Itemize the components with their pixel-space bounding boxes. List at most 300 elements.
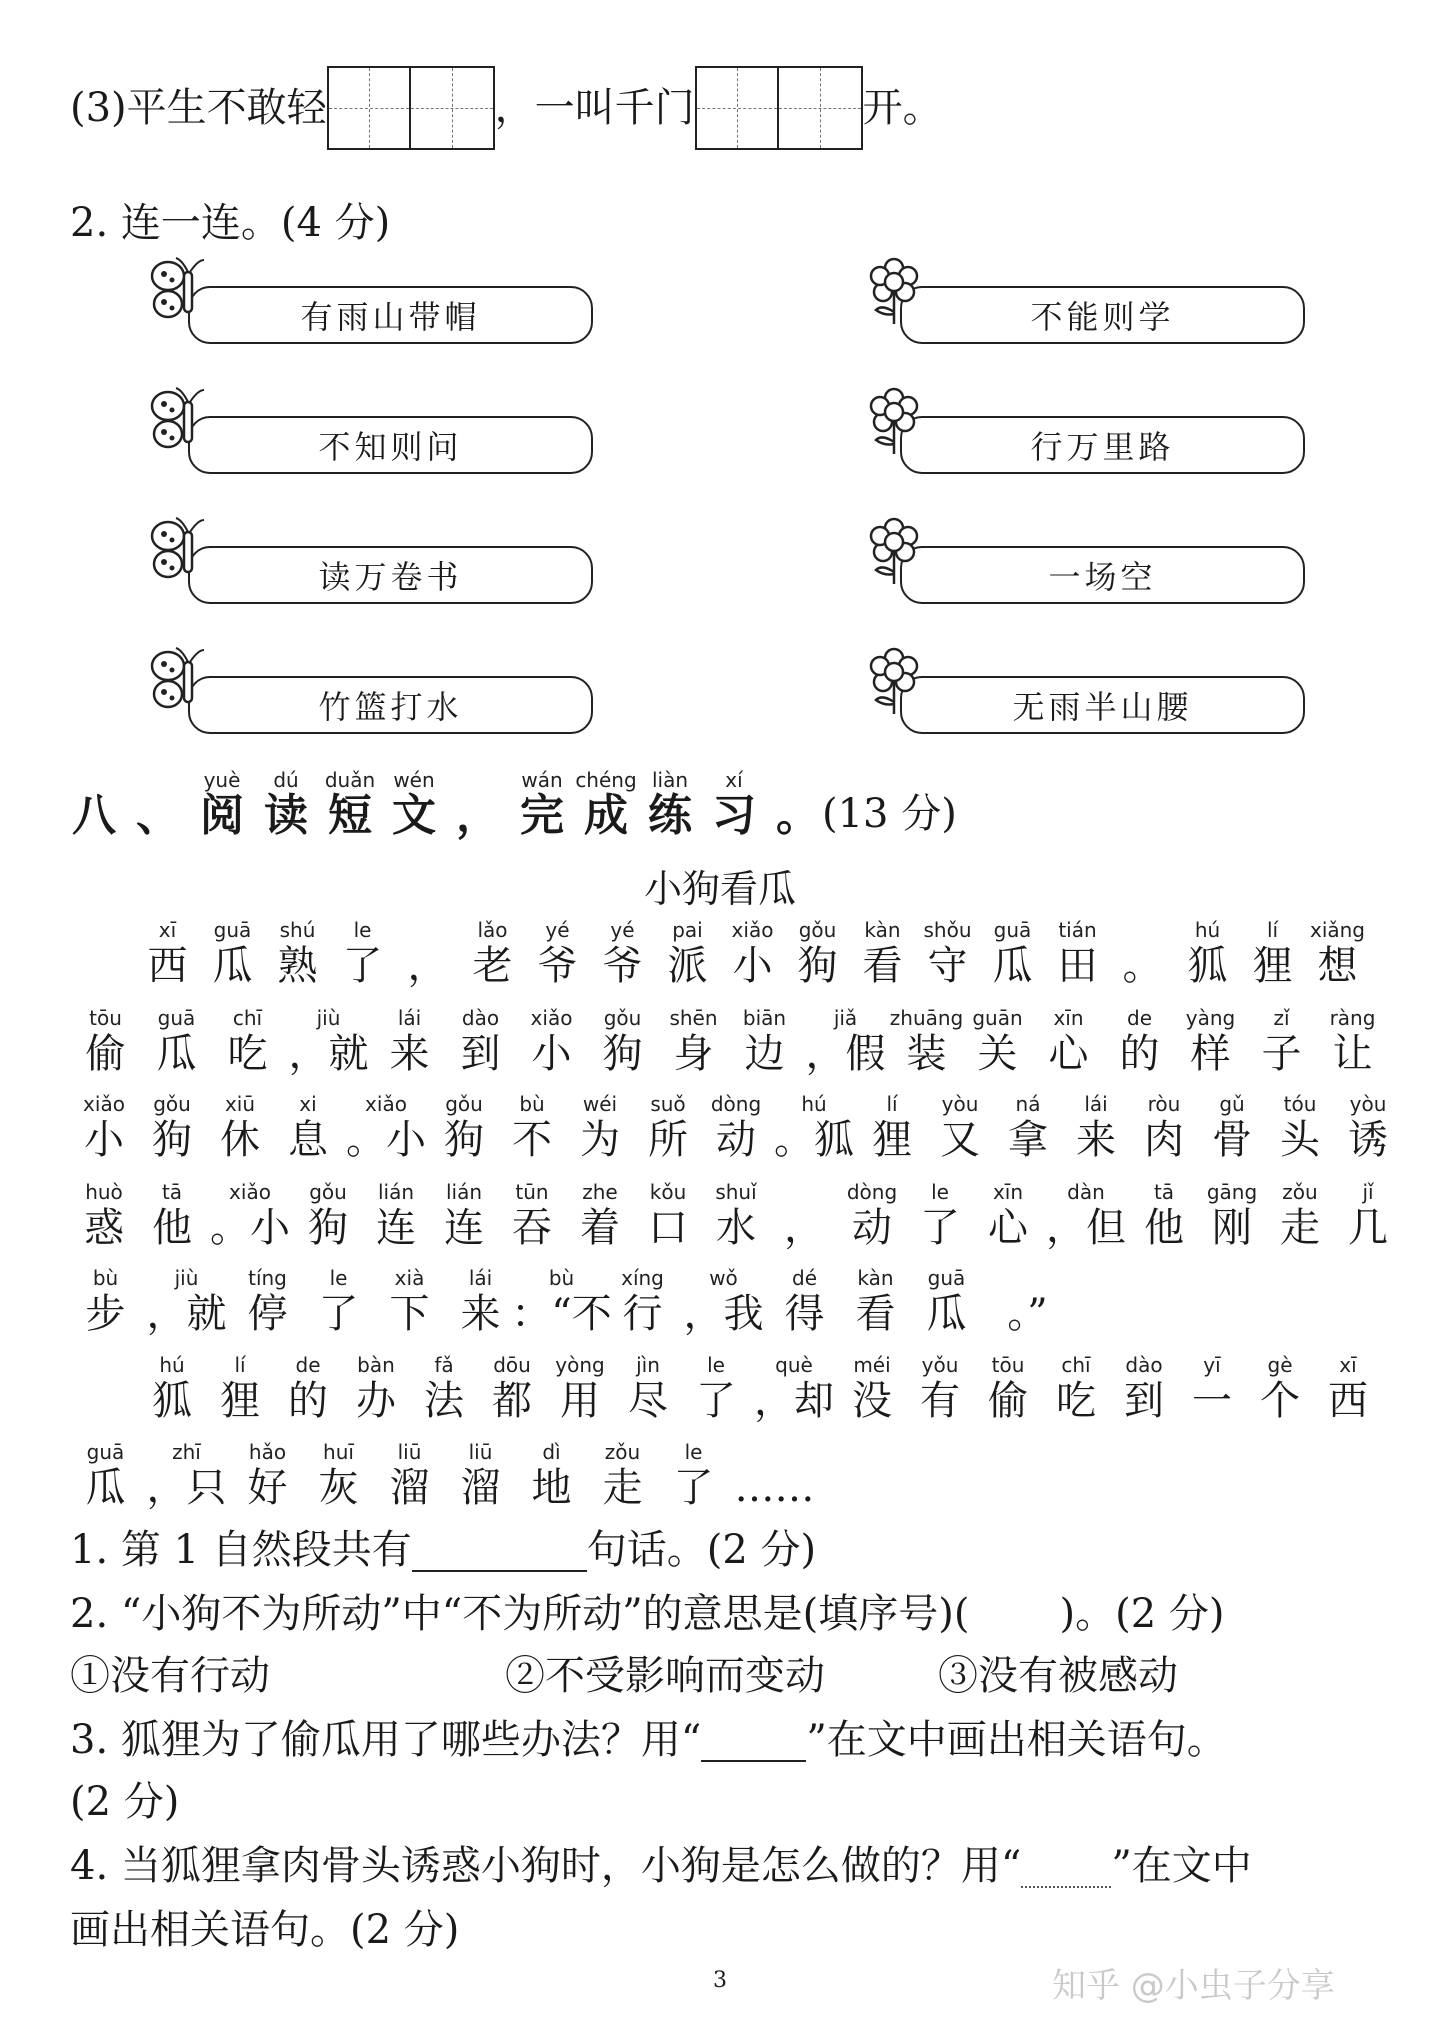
passage-char — [374, 1266, 445, 1338]
hanzi: 边 — [744, 1031, 785, 1077]
passage-char — [682, 1353, 750, 1425]
hanzi: 小 — [732, 943, 773, 989]
match-right-item-3[interactable]: 一场空 — [900, 546, 1305, 604]
grid-cell[interactable] — [779, 66, 863, 150]
pinyin: hú — [1194, 918, 1221, 942]
title-char — [574, 768, 638, 840]
hanzi: 得 — [784, 1291, 825, 1337]
hanzi: 的 — [1119, 1031, 1160, 1077]
passage-char — [362, 1180, 430, 1252]
hanzi: 了 — [673, 1465, 714, 1511]
question-2 — [70, 1591, 1225, 1637]
pinyin: jiù — [316, 1006, 341, 1030]
pinyin: de — [1127, 1006, 1152, 1030]
hanzi: 停 — [247, 1291, 288, 1337]
hanzi: 瓜 — [156, 1031, 197, 1077]
hanzi: 偷 — [988, 1378, 1028, 1424]
title-char — [638, 768, 702, 840]
passage-char — [516, 1006, 587, 1078]
q2-option-3: ③没有被感动 — [938, 1653, 1178, 1699]
passage-char — [770, 1180, 838, 1252]
passage-char — [678, 1266, 769, 1338]
pinyin: liū — [468, 1440, 493, 1464]
q2-option-2: ②不受影响而变动 — [505, 1653, 825, 1699]
pinyin: hǎo — [248, 1440, 287, 1464]
hanzi: 。 — [1122, 943, 1163, 989]
hanzi: 狐 — [1187, 943, 1228, 989]
question-4 — [70, 1843, 1252, 1889]
pinyin: gǔ — [1219, 1092, 1245, 1116]
pinyin: guā — [993, 918, 1032, 942]
passage-line — [70, 1092, 1402, 1164]
pinyin: xiǎo — [229, 1180, 271, 1204]
hanzi: ，却 — [754, 1378, 834, 1424]
pinyin: xí — [725, 768, 743, 792]
passage-char — [430, 1180, 498, 1252]
passage-char — [1240, 918, 1305, 990]
hanzi: 看 — [862, 943, 903, 989]
hanzi: 派 — [667, 943, 708, 989]
passage-char — [607, 1266, 678, 1338]
passage-char — [1033, 1006, 1104, 1078]
pinyin: yàng — [1185, 1006, 1236, 1030]
hanzi: 走 — [602, 1465, 643, 1511]
pinyin: huò — [85, 1180, 123, 1204]
flower-icon — [858, 644, 930, 716]
hanzi: 爷 — [602, 943, 643, 989]
passage-char — [962, 1006, 1033, 1078]
question-4-line-2: 画出相关语句。(2 分) — [70, 1907, 460, 1953]
pinyin: huī — [323, 1440, 354, 1464]
passage-char — [850, 918, 915, 990]
pinyin: xià — [394, 1266, 425, 1290]
passage-char — [410, 1353, 478, 1425]
hanzi: 骨 — [1212, 1117, 1252, 1163]
passage-char — [1314, 1353, 1382, 1425]
grid-cell[interactable] — [411, 66, 495, 150]
passage-char — [770, 1092, 858, 1164]
hanzi: 狗 — [602, 1031, 643, 1077]
passage-char — [1130, 1092, 1198, 1164]
section-score: (13 分) — [822, 791, 957, 837]
hanzi: 。 — [776, 790, 820, 841]
passage-char — [915, 918, 980, 990]
pinyin: xīn — [1053, 1006, 1084, 1030]
flower-icon — [858, 254, 930, 326]
hanzi: 连 — [444, 1205, 484, 1251]
pinyin: chī — [232, 1006, 263, 1030]
hanzi: 偷 — [85, 1031, 126, 1077]
pinyin: liū — [397, 1440, 422, 1464]
hanzi: 心 — [1048, 1031, 1089, 1077]
pinyin: shēn — [669, 1006, 718, 1030]
hanzi: ，假 — [805, 1031, 886, 1077]
grid-cell[interactable] — [695, 66, 779, 150]
match-left-item-3[interactable]: 读万卷书 — [188, 546, 593, 604]
page-number: 3 — [713, 1968, 727, 1993]
passage-char — [445, 1440, 516, 1512]
hanzi: 头 — [1280, 1117, 1320, 1163]
passage-char — [1334, 1180, 1402, 1252]
grid-cell[interactable] — [327, 66, 411, 150]
pinyin: dōu — [493, 1353, 531, 1377]
pinyin: ràng — [1329, 1006, 1376, 1030]
passage-line — [70, 1266, 1073, 1338]
q3-line — [70, 66, 943, 150]
pinyin: tóu — [1283, 1092, 1317, 1116]
passage-char — [1305, 918, 1370, 990]
passage-char — [445, 1006, 516, 1078]
pinyin: yòu — [1349, 1092, 1387, 1116]
passage-char — [70, 1092, 138, 1164]
hanzi: ，就 — [288, 1031, 369, 1077]
passage-char — [70, 1006, 141, 1078]
hanzi: 溜 — [389, 1465, 430, 1511]
hanzi: 个 — [1260, 1378, 1300, 1424]
pinyin: zhe — [582, 1180, 618, 1204]
pinyin: wéi — [582, 1092, 618, 1116]
pinyin: lái — [1084, 1092, 1108, 1116]
pinyin: wén — [393, 768, 435, 792]
passage-char — [138, 1180, 206, 1252]
passage-char — [303, 1266, 374, 1338]
hanzi: 狸 — [1252, 943, 1293, 989]
passage-char — [1104, 1006, 1175, 1078]
match-right-item-2[interactable]: 行万里路 — [900, 416, 1305, 474]
hanzi: 瓜 — [926, 1291, 967, 1337]
pinyin: dòng — [710, 1092, 762, 1116]
passage-line — [70, 1440, 820, 1512]
pinyin: kàn — [857, 1266, 894, 1290]
passage-line — [70, 918, 1370, 990]
pinyin: zǒu — [1282, 1180, 1318, 1204]
passage-char — [141, 1266, 232, 1338]
q1-text-end: 句话。(2 分) — [586, 1527, 817, 1573]
title-char — [510, 768, 574, 840]
passage-char — [587, 1006, 658, 1078]
passage-char — [1110, 918, 1175, 990]
passage-char — [614, 1353, 682, 1425]
match-left-item-4[interactable]: 竹篮打水 — [188, 676, 593, 734]
hanzi: 所 — [648, 1117, 688, 1163]
hanzi: 口 — [648, 1205, 688, 1251]
pinyin: tā — [161, 1180, 183, 1204]
passage-char — [70, 1266, 141, 1338]
passage-char — [926, 1092, 994, 1164]
pinyin: shuǐ — [715, 1180, 757, 1204]
hanzi: 又 — [940, 1117, 980, 1163]
hanzi: 了 — [342, 943, 383, 989]
passage-char — [135, 918, 200, 990]
pinyin: biān — [742, 1006, 787, 1030]
hanzi: 了 — [696, 1378, 736, 1424]
pinyin: guā — [86, 1440, 125, 1464]
hanzi: 尽 — [628, 1378, 668, 1424]
passage-char — [70, 918, 135, 990]
hanzi: 文 — [392, 790, 436, 841]
passage-char — [906, 1180, 974, 1252]
passage-char — [342, 1092, 430, 1164]
section-title — [62, 768, 830, 840]
pinyin: dào — [461, 1006, 500, 1030]
pinyin: le — [707, 1353, 725, 1377]
hanzi: 惑 — [84, 1205, 124, 1251]
passage-char — [1042, 1353, 1110, 1425]
pinyin: xíng — [621, 1266, 664, 1290]
pinyin: tōu — [991, 1353, 1025, 1377]
pinyin: gè — [1267, 1353, 1293, 1377]
passage-char — [891, 1006, 962, 1078]
passage-char — [1130, 1180, 1198, 1252]
answer-grid-1[interactable] — [327, 66, 495, 150]
pinyin: dú — [273, 768, 299, 792]
passage-char — [720, 918, 785, 990]
hanzi: 办 — [356, 1378, 396, 1424]
hanzi: 阅 — [200, 790, 244, 841]
pinyin: le — [329, 1266, 348, 1290]
passage-char — [141, 1440, 232, 1512]
pinyin: zhī — [172, 1440, 201, 1464]
hanzi: 练 — [648, 790, 692, 841]
hanzi: 。小 — [210, 1205, 290, 1251]
passage-char — [478, 1353, 546, 1425]
pinyin: duǎn — [324, 768, 376, 792]
hanzi: 来 — [460, 1291, 501, 1337]
pinyin: lǎo — [477, 918, 508, 942]
pinyin: lián — [377, 1180, 415, 1204]
pinyin: wán — [521, 768, 563, 792]
hanzi: ， — [784, 1205, 824, 1251]
passage-char — [800, 1006, 891, 1078]
passage-char — [838, 1353, 906, 1425]
pinyin: jǐ — [1362, 1180, 1374, 1204]
passage-char — [974, 1353, 1042, 1425]
hanzi: ，只 — [146, 1465, 227, 1511]
pinyin: chī — [1061, 1353, 1091, 1377]
passage-char — [303, 1440, 374, 1512]
hanzi: 休 — [220, 1117, 260, 1163]
passage-char — [1198, 1180, 1266, 1252]
pinyin: yé — [610, 918, 635, 942]
passage-char — [858, 1092, 926, 1164]
passage-char — [994, 1092, 1062, 1164]
pinyin: xī — [1339, 1353, 1357, 1377]
pinyin: yòu — [941, 1092, 979, 1116]
pinyin: guā — [157, 1006, 196, 1030]
passage-char — [294, 1180, 362, 1252]
pinyin: tíng — [248, 1266, 287, 1290]
pinyin: lí — [1266, 918, 1279, 942]
butterfly-icon — [146, 384, 218, 456]
passage-char — [590, 918, 655, 990]
hanzi: 步 — [85, 1291, 126, 1337]
passage-char — [587, 1440, 658, 1512]
passage-char — [330, 918, 395, 990]
pinyin: liàn — [651, 768, 689, 792]
pinyin: kǒu — [649, 1180, 687, 1204]
passage-char — [906, 1353, 974, 1425]
pinyin: xiǎng — [1309, 918, 1366, 942]
passage-char — [70, 1440, 141, 1512]
passage-char — [1317, 1006, 1388, 1078]
watermark: 知乎 @小虫子分享 — [1052, 1966, 1335, 2006]
hanzi: ， — [407, 943, 448, 989]
match-right-item-1[interactable]: 不能则学 — [900, 286, 1305, 344]
underline-sample — [701, 1720, 806, 1762]
passage-char — [212, 1006, 283, 1078]
passage-char — [232, 1266, 303, 1338]
pinyin: tián — [1058, 918, 1097, 942]
hanzi: 瓜 — [212, 943, 253, 989]
pinyin: dàn — [1067, 1180, 1105, 1204]
passage-char — [1045, 918, 1110, 990]
hanzi: 肉 — [1144, 1117, 1184, 1163]
pinyin: yī — [1203, 1353, 1221, 1377]
passage-char — [982, 1266, 1073, 1338]
passage-char — [141, 1006, 212, 1078]
passage-line — [70, 1180, 1402, 1252]
passage-char — [1062, 1092, 1130, 1164]
pinyin: tōu — [89, 1006, 122, 1030]
hanzi: 连 — [376, 1205, 416, 1251]
hanzi: 狐 — [152, 1378, 192, 1424]
hanzi: 狸 — [220, 1378, 260, 1424]
passage-char — [566, 1092, 634, 1164]
pinyin: xiǎo — [731, 918, 774, 942]
match-right-item-4[interactable]: 无雨半山腰 — [900, 676, 1305, 734]
q1-answer-blank[interactable] — [412, 1530, 587, 1572]
hanzi: 心 — [988, 1205, 1028, 1251]
hanzi: 来 — [1076, 1117, 1116, 1163]
pinyin: le — [684, 1440, 703, 1464]
hanzi: 狗 — [444, 1117, 484, 1163]
hanzi: 法 — [424, 1378, 464, 1424]
hanzi: 熟 — [277, 943, 318, 989]
pinyin: guā — [927, 1266, 966, 1290]
passage-char — [516, 1440, 587, 1512]
passage-char — [374, 1006, 445, 1078]
pinyin: gǒu — [309, 1180, 347, 1204]
hanzi: 走 — [1280, 1205, 1320, 1251]
pinyin: yuè — [203, 768, 241, 792]
passage-char — [980, 918, 1045, 990]
hanzi: 。小 — [346, 1117, 426, 1163]
question-3-score: (2 分) — [70, 1779, 180, 1825]
passage-char — [1266, 1092, 1334, 1164]
q4-text-end: ”在文中 — [1111, 1843, 1252, 1889]
pinyin: de — [295, 1353, 321, 1377]
passage-char — [658, 1440, 729, 1512]
flower-icon — [858, 514, 930, 586]
hanzi: 成 — [584, 790, 628, 841]
hanzi: 灰 — [318, 1465, 359, 1511]
passage-char — [206, 1353, 274, 1425]
butterfly-icon — [146, 644, 218, 716]
hanzi: 西 — [147, 943, 188, 989]
title-char — [190, 768, 254, 840]
pinyin: suǒ — [650, 1092, 686, 1116]
passage-char — [840, 1266, 911, 1338]
pinyin: chéng — [575, 768, 637, 792]
hanzi: 读 — [264, 790, 308, 841]
hanzi: 西 — [1328, 1378, 1368, 1424]
hanzi: 下 — [389, 1291, 430, 1337]
hanzi: 看 — [855, 1291, 896, 1337]
hanzi: 吃 — [227, 1031, 268, 1077]
pinyin: zǒu — [604, 1440, 641, 1464]
hanzi: 水 — [716, 1205, 756, 1251]
q4-text: 4. 当狐狸拿肉骨头诱惑小狗时，小狗是怎么做的？用“ — [70, 1843, 1022, 1889]
pinyin: hú — [159, 1353, 185, 1377]
hanzi: 吃 — [1056, 1378, 1096, 1424]
pinyin: bù — [548, 1266, 575, 1290]
passage-char — [1110, 1353, 1178, 1425]
q3-text-end: ”在文中画出相关语句。 — [806, 1717, 1227, 1763]
passage-char — [911, 1266, 982, 1338]
pinyin: xi — [299, 1092, 317, 1116]
passage-char — [750, 1353, 838, 1425]
pinyin: le — [931, 1180, 949, 1204]
hanzi: 子 — [1261, 1031, 1302, 1077]
hanzi: 老 — [472, 943, 513, 989]
pinyin: hú — [801, 1092, 827, 1116]
pinyin: jiù — [174, 1266, 199, 1290]
passage-char — [1246, 1353, 1314, 1425]
passage-char — [265, 918, 330, 990]
title-char — [766, 768, 830, 840]
hanzi: 他 — [1144, 1205, 1184, 1251]
hanzi: 完 — [520, 790, 564, 841]
passage-char — [546, 1353, 614, 1425]
pinyin: lián — [445, 1180, 483, 1204]
match-left-item-1[interactable]: 有雨山带帽 — [188, 286, 593, 344]
pinyin: yé — [545, 918, 570, 942]
hanzi: 了 — [318, 1291, 359, 1337]
pinyin: xī — [158, 918, 177, 942]
pinyin: gǒu — [153, 1092, 191, 1116]
passage-char — [206, 1180, 294, 1252]
pinyin: shú — [279, 918, 316, 942]
match-left-item-2[interactable]: 不知则问 — [188, 416, 593, 474]
hanzi: 狗 — [152, 1117, 192, 1163]
hanzi: 来 — [389, 1031, 430, 1077]
pinyin: bù — [92, 1266, 119, 1290]
answer-grid-2[interactable] — [695, 66, 863, 150]
passage-char — [702, 1180, 770, 1252]
pinyin: ná — [1015, 1092, 1041, 1116]
butterfly-icon — [146, 254, 218, 326]
q1-text: 1. 第 1 自然段共有 — [70, 1527, 412, 1573]
hanzi: 都 — [492, 1378, 532, 1424]
passage-char — [729, 1006, 800, 1078]
pinyin: jìn — [636, 1353, 660, 1377]
hanzi: 好 — [247, 1465, 288, 1511]
passage-char — [200, 918, 265, 990]
passage-char — [974, 1180, 1042, 1252]
hanzi: 地 — [531, 1465, 572, 1511]
question-3 — [70, 1717, 1227, 1763]
pinyin: xiǎo — [365, 1092, 407, 1116]
pinyin: dì — [542, 1440, 561, 1464]
passage-char — [702, 1092, 770, 1164]
pinyin: jiǎ — [833, 1006, 858, 1030]
passage-char — [658, 1006, 729, 1078]
story-title: 小狗看瓜 — [643, 867, 796, 911]
pinyin: zǐ — [1273, 1006, 1290, 1030]
hanzi: 、 — [136, 790, 180, 841]
hanzi: 八 — [72, 790, 116, 841]
pinyin: tā — [1153, 1180, 1175, 1204]
